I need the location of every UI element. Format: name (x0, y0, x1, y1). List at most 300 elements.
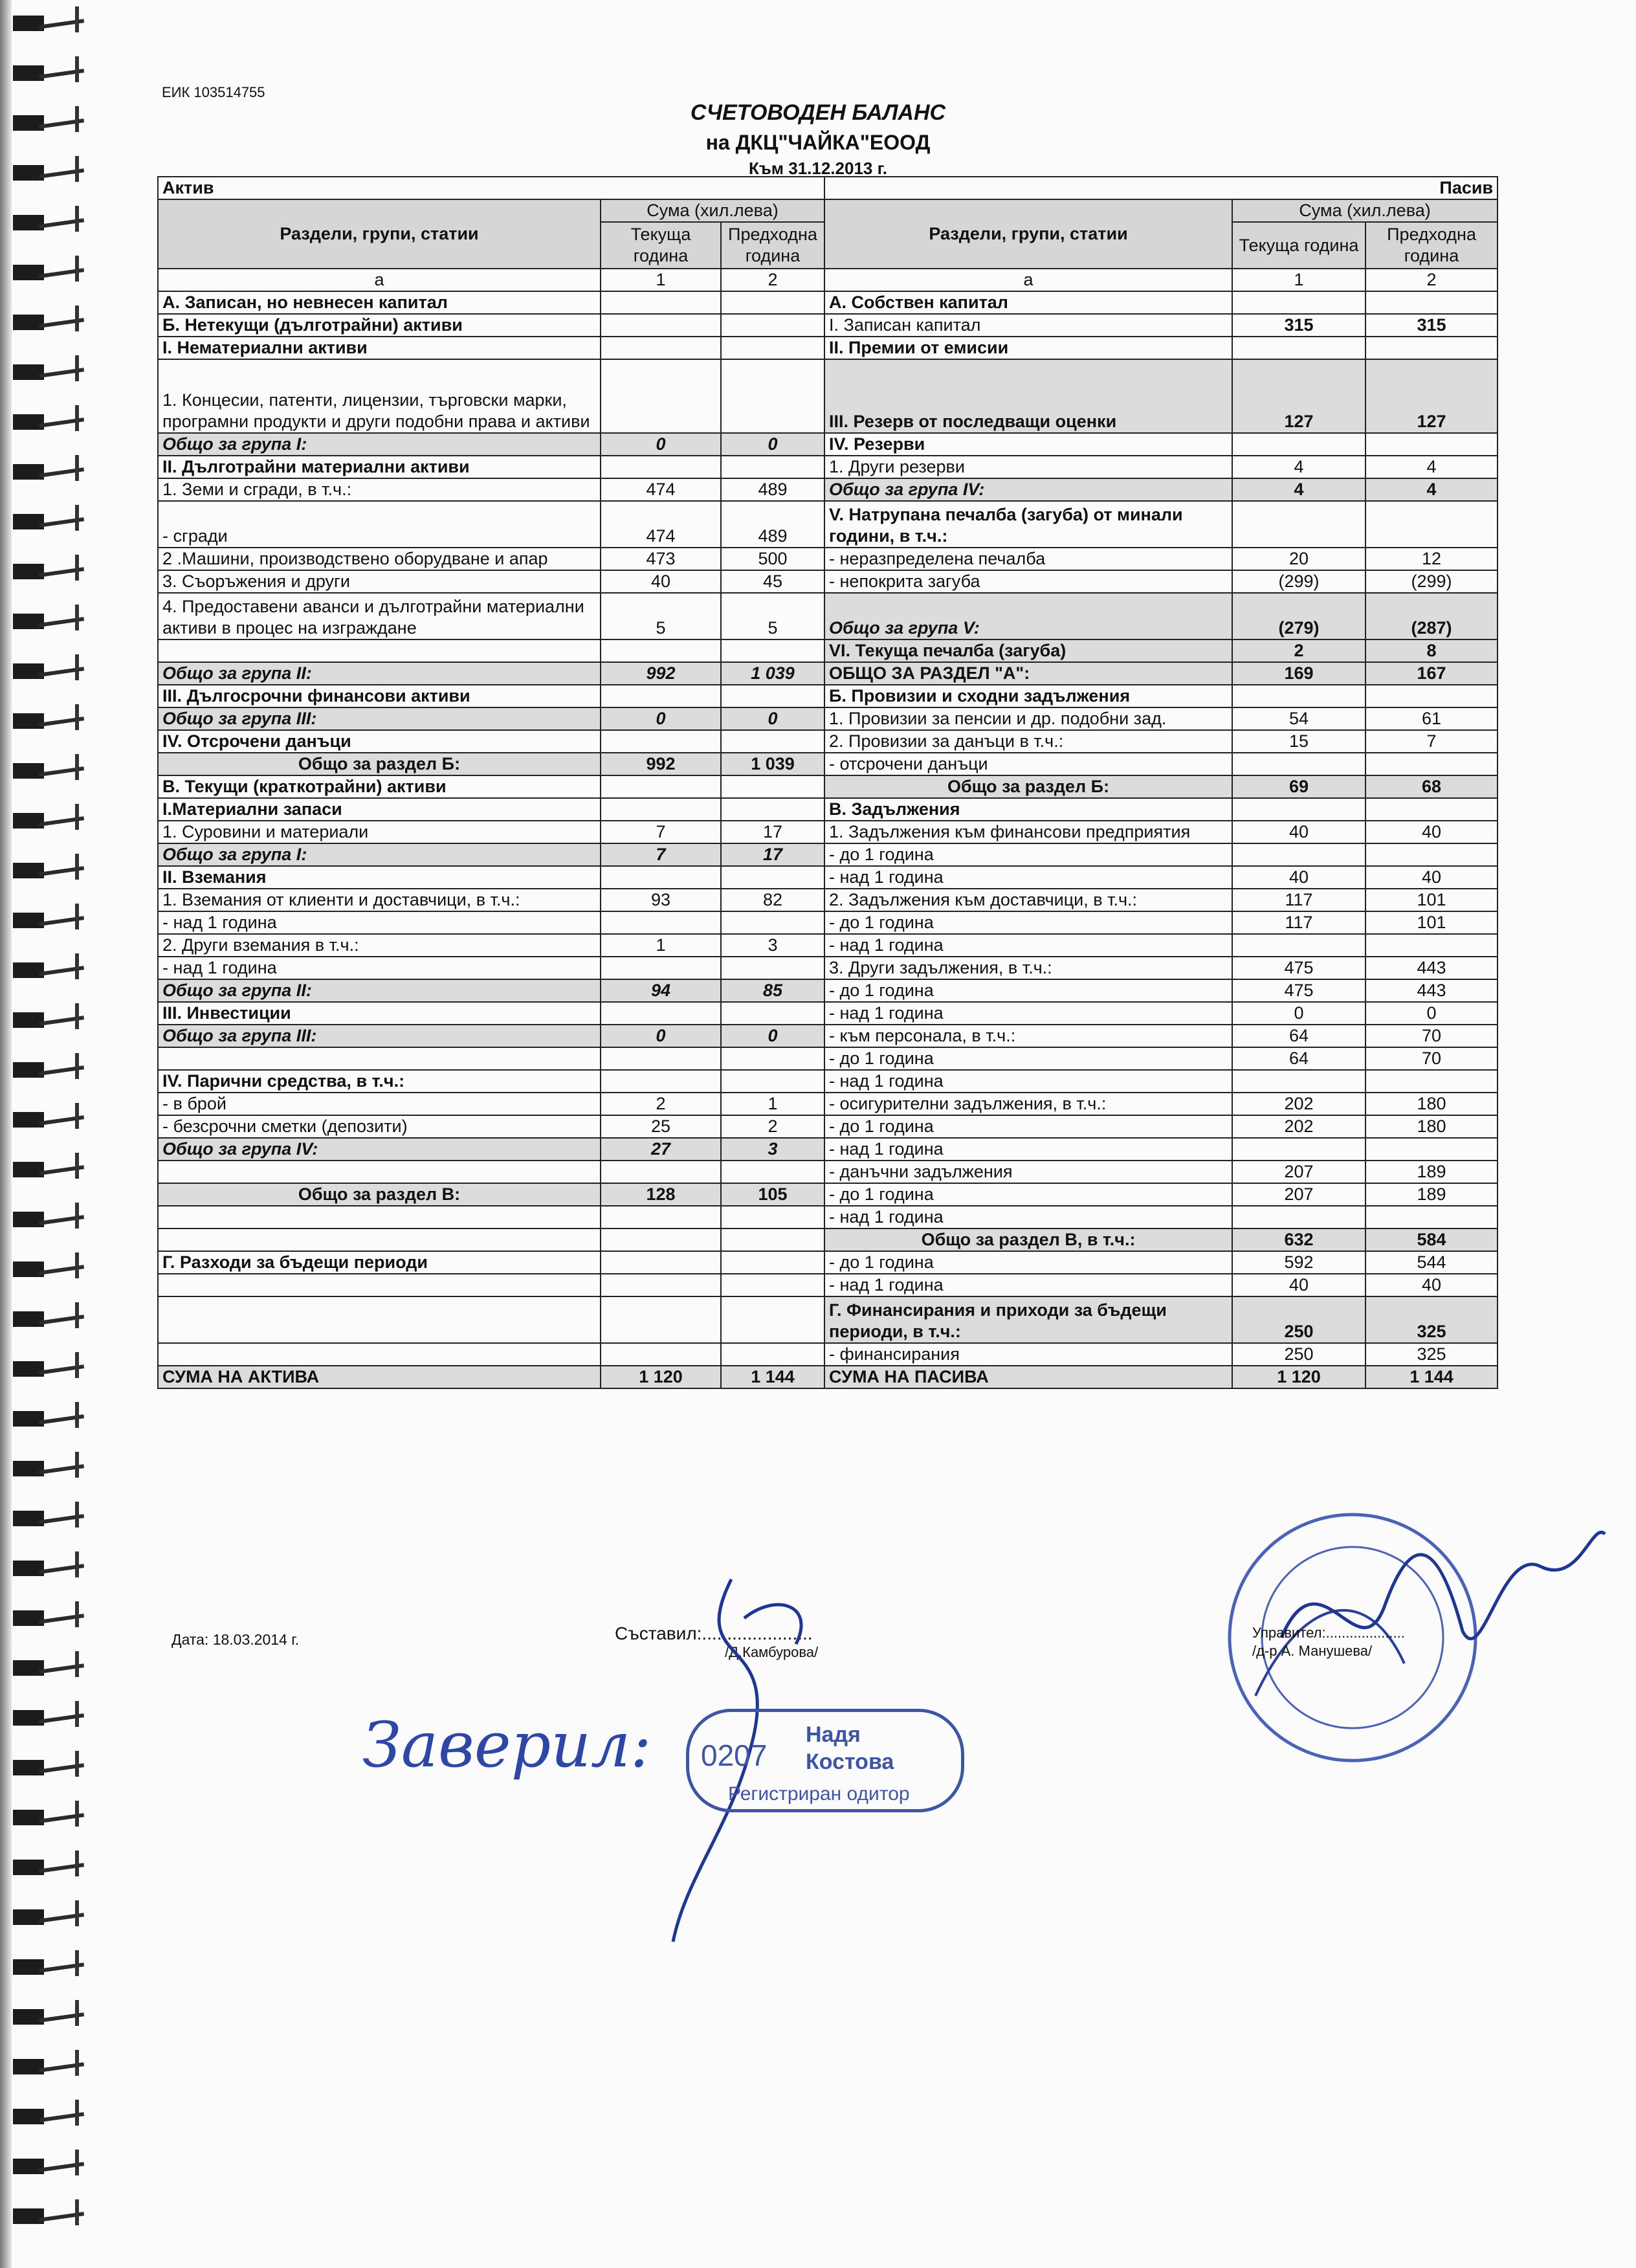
asset-label: - безсрочни сметки (депозити) (158, 1115, 601, 1138)
asset-previous (721, 685, 824, 707)
table-row (158, 1274, 1498, 1296)
table-row (158, 843, 1498, 866)
asset-current: 25 (601, 1115, 721, 1138)
aktiv-label: Актив (158, 177, 824, 199)
liability-label: - до 1 година (824, 1183, 1232, 1206)
table-row (158, 889, 1498, 911)
table-row (158, 1161, 1498, 1183)
binding-ring (13, 1352, 71, 1386)
liability-current: 632 (1232, 1228, 1365, 1251)
binding-ring (13, 405, 71, 439)
asset-current: 27 (601, 1138, 721, 1161)
asset-previous (721, 1161, 824, 1183)
binding-spine (0, 0, 12, 2268)
liability-label: - над 1 година (824, 1206, 1232, 1228)
asset-current: 474 (601, 478, 721, 501)
liability-current (1232, 843, 1365, 866)
col-sections-left: Раздели, групи, статии (158, 199, 601, 269)
asset-previous: 0 (721, 1025, 824, 1047)
certified-handwritten: Заверил: (362, 1709, 652, 1781)
compiled-by-label: Съставил:...................... (615, 1623, 813, 1643)
binding-ring (13, 306, 71, 339)
asset-previous: 45 (721, 570, 824, 593)
asset-current: 474 (601, 501, 721, 548)
liability-label: 1. Провизии за пенсии и др. подобни зад. (824, 707, 1232, 730)
liability-current (1232, 753, 1365, 775)
index-a-right: а (824, 269, 1232, 291)
liability-current: 250 (1232, 1296, 1365, 1343)
asset-current: 40 (601, 570, 721, 593)
liability-current (1232, 934, 1365, 957)
liability-label: - отсрочени данъци (824, 753, 1232, 775)
liability-previous: 180 (1365, 1115, 1498, 1138)
table-row (158, 1138, 1498, 1161)
table-row (158, 685, 1498, 707)
asset-current: 1 (601, 934, 721, 957)
asset-current (601, 1206, 721, 1228)
liability-current: 127 (1232, 359, 1365, 433)
liability-current: 1 120 (1232, 1366, 1365, 1388)
table-row (158, 1366, 1498, 1388)
asset-current (601, 730, 721, 753)
liability-current: 117 (1232, 889, 1365, 911)
table-row (158, 456, 1498, 478)
liability-label: - над 1 година (824, 1002, 1232, 1025)
asset-label: СУМА НА АКТИВА (158, 1366, 601, 1388)
liability-label: Общо за раздел Б: (824, 775, 1232, 798)
asset-previous: 3 (721, 1138, 824, 1161)
binding-ring (13, 6, 71, 40)
liability-label: ОБЩО ЗА РАЗДЕЛ "А": (824, 662, 1232, 685)
liability-previous: 101 (1365, 889, 1498, 911)
asset-label: III. Инвестиции (158, 1002, 601, 1025)
binding-ring (13, 1651, 71, 1685)
binding-ring (13, 2199, 71, 2233)
liability-label: - към персонала, в т.ч.: (824, 1025, 1232, 1047)
asset-current (601, 1047, 721, 1070)
liability-label: Б. Провизии и сходни задължения (824, 685, 1232, 707)
liability-current (1232, 798, 1365, 821)
table-row (158, 934, 1498, 957)
asset-current: 992 (601, 753, 721, 775)
asset-current (601, 1070, 721, 1093)
table-row (158, 979, 1498, 1002)
asset-current: 0 (601, 1025, 721, 1047)
liability-current: 69 (1232, 775, 1365, 798)
liability-previous: 167 (1365, 662, 1498, 685)
document-subtitle: на ДКЦ"ЧАЙКА"ЕООД (705, 131, 931, 154)
liability-previous (1365, 433, 1498, 456)
asset-label: III. Дългосрочни финансови активи (158, 685, 601, 707)
liability-current (1232, 1206, 1365, 1228)
asset-label: - над 1 година (158, 957, 601, 979)
asset-previous (721, 314, 824, 337)
liability-previous: 70 (1365, 1025, 1498, 1047)
asset-previous (721, 798, 824, 821)
liability-label: 1. Други резерви (824, 456, 1232, 478)
asset-label (158, 1161, 601, 1183)
liability-previous: 12 (1365, 548, 1498, 570)
binding-ring (13, 1252, 71, 1286)
liability-previous: 189 (1365, 1161, 1498, 1183)
liability-current: 475 (1232, 957, 1365, 979)
manager-signature (1268, 1508, 1618, 1702)
asset-label: Общо за група II: (158, 979, 601, 1002)
asset-previous (721, 730, 824, 753)
liability-previous (1365, 501, 1498, 548)
liability-previous (1365, 1138, 1498, 1161)
liability-previous: 325 (1365, 1296, 1498, 1343)
asset-current (601, 775, 721, 798)
table-row (158, 1228, 1498, 1251)
asset-current (601, 1002, 721, 1025)
table-row (158, 775, 1498, 798)
liability-previous (1365, 934, 1498, 957)
table-row (158, 798, 1498, 821)
liability-label: - финансирания (824, 1343, 1232, 1366)
liability-previous (1365, 685, 1498, 707)
binding-ring (13, 1402, 71, 1436)
asset-previous (721, 456, 824, 478)
asset-current: 2 (601, 1093, 721, 1115)
liability-current: 54 (1232, 707, 1365, 730)
pasiv-label: Пасив (824, 177, 1498, 199)
asset-label (158, 1343, 601, 1366)
asset-current (601, 685, 721, 707)
table-row (158, 593, 1498, 639)
asset-label: IV. Отсрочени данъци (158, 730, 601, 753)
asset-previous: 2 (721, 1115, 824, 1138)
index-2-left: 2 (721, 269, 824, 291)
liability-current: 202 (1232, 1093, 1365, 1115)
liability-label: III. Резерв от последващи оценки (824, 359, 1232, 433)
liability-label: А. Собствен капитал (824, 291, 1232, 314)
stamp-name-last: Костова (806, 1750, 894, 1774)
asset-current (601, 1274, 721, 1296)
asset-previous (721, 359, 824, 433)
binding-ring (13, 555, 71, 588)
table-row (158, 753, 1498, 775)
liability-label: - до 1 година (824, 1047, 1232, 1070)
table-row (158, 730, 1498, 753)
asset-previous (721, 1228, 824, 1251)
table-row (158, 433, 1498, 456)
liability-previous: 0 (1365, 1002, 1498, 1025)
binding-ring (13, 754, 71, 788)
stamp-role: Регистриран одитор (728, 1783, 910, 1805)
liability-current: 592 (1232, 1251, 1365, 1274)
table-row (158, 821, 1498, 843)
liability-previous: 40 (1365, 1274, 1498, 1296)
asset-label: 4. Предоставени аванси и дълготрайни материални активи в процес на изграждане (158, 593, 601, 639)
liability-previous: 127 (1365, 359, 1498, 433)
liability-label: - осигурителни задължения, в т.ч.: (824, 1093, 1232, 1115)
asset-current (601, 798, 721, 821)
table-row (158, 707, 1498, 730)
asset-previous: 1 (721, 1093, 824, 1115)
binding-ring (13, 206, 71, 239)
binding-ring (13, 804, 71, 838)
manager-name: /д-р А. Манушева/ (1252, 1643, 1373, 1659)
asset-previous (721, 1070, 824, 1093)
liability-current (1232, 433, 1365, 456)
asset-current (601, 1343, 721, 1366)
asset-previous: 1 039 (721, 753, 824, 775)
asset-label: - над 1 година (158, 911, 601, 934)
liability-label: СУМА НА ПАСИВА (824, 1366, 1232, 1388)
liability-label: - над 1 година (824, 866, 1232, 889)
asset-previous (721, 775, 824, 798)
asset-previous (721, 337, 824, 359)
liability-label: - неразпределена печалба (824, 548, 1232, 570)
index-a-left: а (158, 269, 601, 291)
binding-ring (13, 1751, 71, 1784)
asset-previous: 0 (721, 433, 824, 456)
asset-label: 2 .Машини, производствено оборудване и апар (158, 548, 601, 570)
liability-current: 40 (1232, 1274, 1365, 1296)
col-previous-left: Предходна година (721, 222, 824, 269)
asset-label: 3. Съоръжения и други (158, 570, 601, 593)
liability-previous: 101 (1365, 911, 1498, 934)
liability-previous (1365, 798, 1498, 821)
table-row (158, 866, 1498, 889)
liability-label: - над 1 година (824, 1138, 1232, 1161)
table-row (158, 359, 1498, 433)
liability-current: 15 (1232, 730, 1365, 753)
asset-current (601, 639, 721, 662)
binding-ring (13, 1950, 71, 1984)
liability-label: 2. Задължения към доставчици, в т.ч.: (824, 889, 1232, 911)
liability-label: II. Премии от емисии (824, 337, 1232, 359)
asset-label: 1. Земи и сгради, в т.ч.: (158, 478, 601, 501)
asset-current: 94 (601, 979, 721, 1002)
asset-previous (721, 1206, 824, 1228)
binding-ring (13, 1003, 71, 1037)
table-row (158, 1251, 1498, 1274)
binding-ring (13, 1203, 71, 1236)
liability-label: - над 1 година (824, 1274, 1232, 1296)
asset-previous: 17 (721, 821, 824, 843)
liability-label: - до 1 година (824, 911, 1232, 934)
liability-current: 20 (1232, 548, 1365, 570)
liability-label: - до 1 година (824, 1115, 1232, 1138)
table-row (158, 911, 1498, 934)
table-row (158, 1183, 1498, 1206)
liability-label: 2. Провизии за данъци в т.ч.: (824, 730, 1232, 753)
liability-previous: (287) (1365, 593, 1498, 639)
binding-ring (13, 1851, 71, 1884)
table-row (158, 1343, 1498, 1366)
eik-number: ЕИК 103514755 (162, 84, 265, 100)
liability-current (1232, 501, 1365, 548)
liability-previous: 443 (1365, 957, 1498, 979)
binding-ring (13, 56, 71, 90)
binding-ring (13, 1053, 71, 1087)
liability-previous: 189 (1365, 1183, 1498, 1206)
liability-label: 1. Задължения към финансови предприятия (824, 821, 1232, 843)
asset-current (601, 337, 721, 359)
asset-label: - сгради (158, 501, 601, 548)
asset-label (158, 1296, 601, 1343)
liability-label: - до 1 година (824, 1251, 1232, 1274)
asset-label: I. Нематериални активи (158, 337, 601, 359)
asset-previous: 3 (721, 934, 824, 957)
asset-previous: 489 (721, 501, 824, 548)
liability-previous: 4 (1365, 456, 1498, 478)
table-row (158, 662, 1498, 685)
compiled-by-name: /Д.Камбурова/ (725, 1644, 819, 1660)
balance-date: Към 31.12.2013 г. (748, 159, 888, 178)
asset-previous: 5 (721, 593, 824, 639)
liability-previous: 7 (1365, 730, 1498, 753)
liability-current (1232, 337, 1365, 359)
binding-ring (13, 654, 71, 688)
table-row (158, 1070, 1498, 1093)
asset-current (601, 1228, 721, 1251)
asset-label: В. Текущи (краткотрайни) активи (158, 775, 601, 798)
asset-current (601, 957, 721, 979)
table-row (158, 1093, 1498, 1115)
binding-ring (13, 1502, 71, 1535)
asset-previous (721, 866, 824, 889)
asset-current: 0 (601, 433, 721, 456)
liability-previous: 443 (1365, 979, 1498, 1002)
col-previous-right: Предходна година (1365, 222, 1498, 269)
asset-label (158, 1047, 601, 1070)
asset-previous (721, 291, 824, 314)
liability-current: 4 (1232, 456, 1365, 478)
liability-previous: 544 (1365, 1251, 1498, 1274)
table-row (158, 314, 1498, 337)
col-sum-right: Сума (хил.лева) (1232, 199, 1498, 222)
table-row (158, 337, 1498, 359)
liability-label: IV. Резерви (824, 433, 1232, 456)
asset-current: 93 (601, 889, 721, 911)
liability-label: - непокрита загуба (824, 570, 1232, 593)
asset-previous: 17 (721, 843, 824, 866)
stamp-name-first: Надя (806, 1722, 861, 1747)
liability-label: - до 1 година (824, 843, 1232, 866)
asset-label (158, 1206, 601, 1228)
binding-ring (13, 1601, 71, 1635)
binding-ring (13, 605, 71, 638)
liability-previous: 8 (1365, 639, 1498, 662)
asset-label: Общо за група III: (158, 1025, 601, 1047)
asset-current (601, 314, 721, 337)
asset-label: II. Вземания (158, 866, 601, 889)
liability-previous: 1 144 (1365, 1366, 1498, 1388)
binding-ring (13, 704, 71, 738)
liability-previous (1365, 1206, 1498, 1228)
binding-ring (13, 355, 71, 389)
table-row (158, 957, 1498, 979)
liability-previous: 61 (1365, 707, 1498, 730)
liability-previous: 180 (1365, 1093, 1498, 1115)
asset-current: 7 (601, 843, 721, 866)
binding-ring (13, 1153, 71, 1186)
binding-ring (13, 256, 71, 289)
asset-label: Общо за група I: (158, 843, 601, 866)
liability-current: 315 (1232, 314, 1365, 337)
document-title: СЧЕТОВОДЕН БАЛАНС (690, 100, 946, 125)
liability-current (1232, 1070, 1365, 1093)
liability-previous (1365, 843, 1498, 866)
liability-previous (1365, 291, 1498, 314)
liability-previous: 315 (1365, 314, 1498, 337)
liability-current: (279) (1232, 593, 1365, 639)
asset-label: - в брой (158, 1093, 601, 1115)
asset-previous: 1 144 (721, 1366, 824, 1388)
liability-label: - над 1 година (824, 1070, 1232, 1093)
liability-label: - данъчни задължения (824, 1161, 1232, 1183)
binding-ring (13, 1801, 71, 1834)
asset-previous (721, 911, 824, 934)
asset-previous (721, 639, 824, 662)
binding-ring (13, 2100, 71, 2133)
asset-current: 473 (601, 548, 721, 570)
asset-label: Общо за група IV: (158, 1138, 601, 1161)
liability-previous (1365, 1070, 1498, 1093)
liability-label: V. Натрупана печалба (загуба) от минали години, в т.ч.: (824, 501, 1232, 548)
col-current-left: Текуща година (601, 222, 721, 269)
liability-label: I. Записан капитал (824, 314, 1232, 337)
asset-label: I.Материални запаси (158, 798, 601, 821)
liability-previous: 40 (1365, 821, 1498, 843)
asset-current: 7 (601, 821, 721, 843)
asset-current (601, 456, 721, 478)
col-sections-right: Раздели, групи, статии (824, 199, 1232, 269)
asset-current (601, 1251, 721, 1274)
asset-label (158, 1228, 601, 1251)
table-row (158, 548, 1498, 570)
liability-previous: 584 (1365, 1228, 1498, 1251)
asset-label: II. Дълготрайни материални активи (158, 456, 601, 478)
asset-previous: 500 (721, 548, 824, 570)
liability-current: 207 (1232, 1161, 1365, 1183)
table-row (158, 1025, 1498, 1047)
liability-current: 202 (1232, 1115, 1365, 1138)
asset-current: 5 (601, 593, 721, 639)
asset-current: 128 (601, 1183, 721, 1206)
document-date: Дата: 18.03.2014 г. (171, 1631, 300, 1648)
liability-current (1232, 291, 1365, 314)
asset-current: 992 (601, 662, 721, 685)
liability-previous: 70 (1365, 1047, 1498, 1070)
liability-current: 250 (1232, 1343, 1365, 1366)
liability-previous: 4 (1365, 478, 1498, 501)
asset-previous (721, 1274, 824, 1296)
liability-label: - над 1 година (824, 934, 1232, 957)
liability-current: 2 (1232, 639, 1365, 662)
table-row (158, 1115, 1498, 1138)
liability-current: 475 (1232, 979, 1365, 1002)
index-1-left: 1 (601, 269, 721, 291)
liability-previous (1365, 753, 1498, 775)
asset-current (601, 359, 721, 433)
asset-label: 1. Концесии, патенти, лицензии, търговски марки, програмни продукти и други подобни права и активи (158, 359, 601, 433)
table-row (158, 639, 1498, 662)
asset-label: Общо за раздел Б: (158, 753, 601, 775)
asset-label: 1. Вземания от клиенти и доставчици, в т.ч.: (158, 889, 601, 911)
liability-current: 0 (1232, 1002, 1365, 1025)
liability-current: 4 (1232, 478, 1365, 501)
liability-label: 3. Други задължения, в т.ч.: (824, 957, 1232, 979)
asset-previous (721, 1002, 824, 1025)
asset-previous (721, 1343, 824, 1366)
asset-previous: 1 039 (721, 662, 824, 685)
table-row (158, 1296, 1498, 1343)
asset-previous: 105 (721, 1183, 824, 1206)
